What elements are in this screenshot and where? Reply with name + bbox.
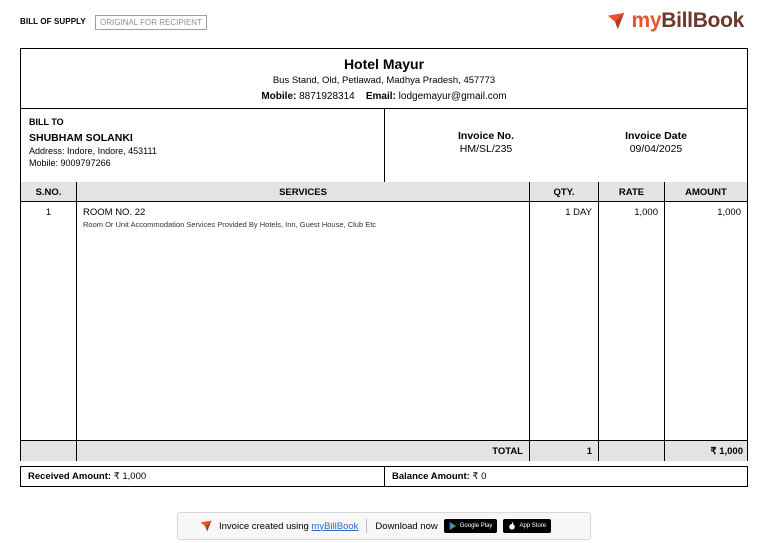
mybillbook-logo-icon [200, 520, 212, 532]
row-amount: 1,000 [717, 207, 741, 218]
download-text: Download now [375, 520, 438, 532]
invoice-box [20, 48, 748, 461]
apple-icon [508, 522, 516, 530]
logo-text: myBillBook [631, 9, 744, 32]
total-amount: ₹ 1,000 [710, 446, 743, 457]
bill-to-section [21, 108, 385, 182]
top-bar [0, 0, 768, 44]
column-divider [664, 182, 665, 461]
column-divider [529, 182, 530, 461]
column-divider [76, 182, 77, 461]
mybillbook-logo [607, 9, 744, 33]
table-row [21, 203, 747, 243]
balance-amount: Balance Amount: ₹ 0 [392, 471, 487, 482]
total-qty: 1 [586, 446, 592, 457]
promo-text: Invoice created using [219, 520, 309, 532]
header-sno: S.NO. [35, 187, 62, 198]
row-qty: 1 DAY [565, 207, 592, 218]
service-name: ROOM NO. 22 [83, 207, 146, 218]
business-contact: Mobile: 8871928314 Email: lodgemayur@gmail.com [261, 91, 507, 102]
promo-banner [177, 512, 591, 540]
table-header [21, 182, 747, 202]
header-services: SERVICES [279, 187, 327, 198]
received-amount: Received Amount: ₹ 1,000 [21, 467, 385, 486]
total-label: TOTAL [492, 446, 523, 457]
items-table [21, 182, 747, 461]
bill-to-label: BILL TO [29, 117, 64, 127]
row-rate: 1,000 [634, 207, 658, 218]
business-mobile: 8871928314 [299, 91, 355, 102]
header-amount: AMOUNT [685, 187, 727, 198]
business-header [21, 49, 747, 109]
bill-info-row [21, 108, 747, 183]
header-rate: RATE [618, 187, 645, 198]
google-play-icon [449, 522, 457, 530]
customer-name: SHUBHAM SOLANKI [29, 132, 133, 144]
divider [366, 519, 367, 533]
row-service [83, 207, 523, 229]
business-name: Hotel Mayur [343, 56, 425, 72]
row-sno: 1 [45, 207, 52, 218]
business-email: lodgemayur@gmail.com [398, 91, 507, 102]
customer-mobile: Mobile: 9009797266 [29, 158, 111, 168]
table-total-row [21, 440, 747, 461]
service-description: Room Or Unit Accommodation Services Provided By Hotels, Inn, Guest House, Club Etc [83, 220, 377, 229]
header-qty: QTY. [553, 187, 575, 198]
invoice-date: Invoice Date 09/04/2025 [625, 130, 687, 155]
column-divider [598, 182, 599, 461]
business-address: Bus Stand, Old, Petlawad, Madhya Pradesh, 457773 [272, 75, 496, 86]
document-type: BILL OF SUPPLY [20, 17, 86, 26]
google-play-button[interactable]: Google Play [444, 519, 498, 533]
mybillbook-link[interactable]: myBillBook [311, 520, 359, 532]
mybillbook-logo-icon [607, 12, 625, 30]
customer-address: Address: Indore, Indore, 453111 [29, 146, 157, 156]
invoice-number: Invoice No. HM/SL/235 [457, 130, 514, 155]
amounts-row [20, 466, 748, 487]
copy-type-badge: ORIGINAL FOR RECIPIENT [95, 15, 207, 30]
app-store-button[interactable]: App Store [503, 519, 551, 533]
